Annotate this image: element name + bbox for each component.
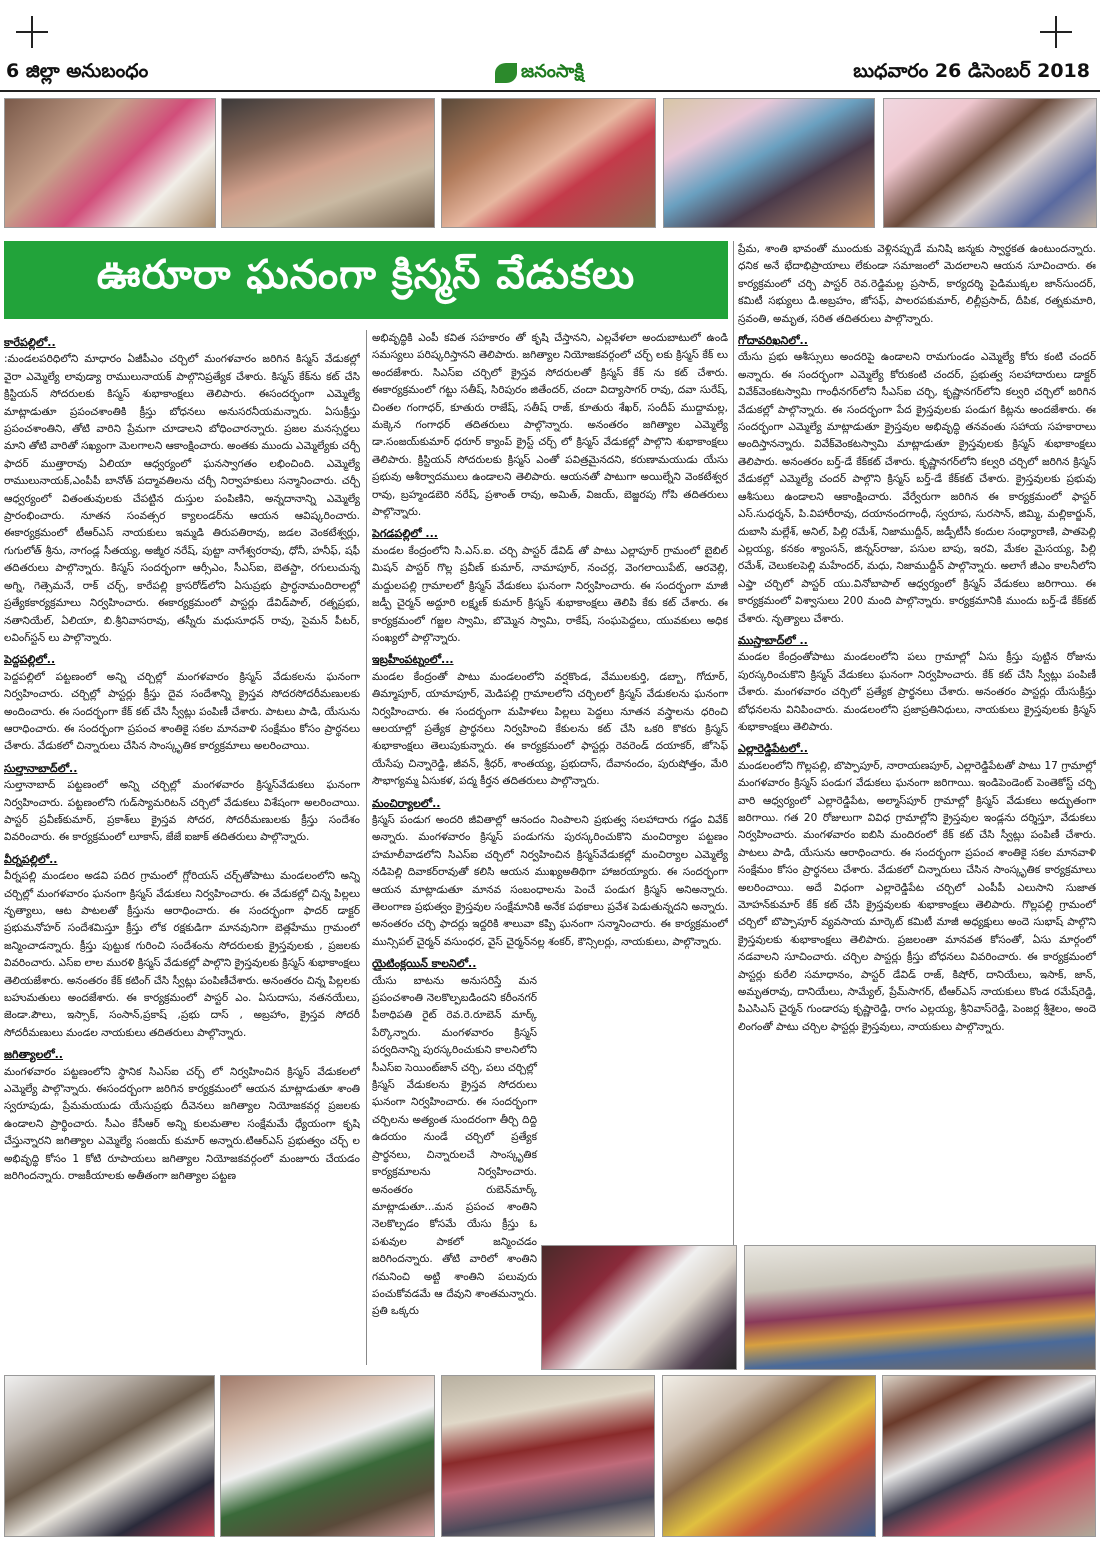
photo-top-3: [441, 98, 656, 228]
photo-top-2: [221, 98, 435, 228]
article-column-1: [4, 330, 360, 1365]
section-heading: పెద్దపల్లిలో..: [4, 653, 56, 667]
crop-mark-top-left: [16, 16, 48, 48]
photo-bottom-1: [4, 1375, 215, 1537]
photo-bottom-5: [882, 1375, 1096, 1537]
section-body: వీర్నపల్లి మండలం అడవి పదిర గ్రామంలో గ్లోరియస్ చర్చ్‌తోపాటు మండలంలోని అన్ని చర్చిల్లో మంగళవారం ఘనంగా క్రిస్మస్ వేడుకలు నిర్వహించారు. ఈ వేడుకల్లో చిన్న పిల్లలు నృత్యాలు, ఆట పాటలతో క్రీస్తును ఆరాధించారు. ఈ సందర్భంగా ఫాదర్ డాక్టర్ ప్రభుమనోహర్ సందేశమిస్తూ క్రీస్తు లోక రక్షకుడిగా మానవునిగా బెత్లహేము గ్రామంలో జన్మించాడన్నారు. క్రీస్తు పుట్టుక గురించి సందేశంను సోదరులకు క్రైస్తవులకు , ప్రజలకు వివరించారు. ఎస్ఐ లాల మురళి క్రిస్మస్ వేడుకల్లో పాల్గొని క్రైస్తవులకు క్రిస్మస్ శుభాకాంక్షలు తెలియజేశారు. అనంతరం కేక్ కటింగ్ చేసి స్వీట్లు పంపిణీచేశారు. అనంతరం చిన్న పిల్లలకు బహుమతులు అందజేశారు. ఈ కార్యక్రమంలో పాస్టర్ ఎం. ఏసుదాసు, నతనయేలు, జెండా.పౌలు, ఇస్సాక్, సంసాన్,ప్రకాష్ ,ప్రభు దాస్ , అబ్రహాం, క్రైస్తవ సోదరీ సోదరీమణులు మండల నాయకులు తదితరులు పాల్గొన్నారు.: [4, 870, 360, 1039]
section-heading: మంచిర్యాలలో..: [372, 796, 441, 810]
column-divider: [366, 330, 367, 1365]
section-body: :మండలపరిధిలోని మాధారం ఏజీపీఎం చర్చిలో మంగళవారం జరిగిన కిస్మస్ వేడుకల్లో వైరా ఎమ్మెల్యే లావుడ్యా రాములునాయక్ పాల్గొనిప్రత్యేక చేశారు. కిస్మస్ కేక్‌ను కట్ చేసి క్రిస్టియన్ సోదరులకు కిస్మస్ శుభాకాంక్షలు తెలిపారు. ఈసందర్భంగా ఎమ్మెల్యే మాట్లాడుతూ ప్రపంచశాంతికి క్రీస్తు బోధనలు అనుసరనీయమన్నారు. ఏసుక్రీస్తు ప్రపంచశాంతిని, తోటి వారిని ప్రేమగా చూడాలని బోధించారన్నారు. ప్రజల మనస్సర్థలు మాని తోటి వారితో సఖ్యంగా మెలగాలని ఆకాంక్షించారు. అంతకు ముందు ఎమ్మెల్యేకు చర్చీ ఫాదర్ ముత్తారావు ఏలియా ఆధ్వర్యంలో ఘనస్వాగతం లభించింది. ఎమ్మెల్యే రాములునాయక్,ఎంపీపీ బానోత్ పద్మావతిలను చర్చీ నిర్వాహకులు సన్మానించారు. చర్చీ ఆధ్వర్యంలో వితంతువులకు చేపట్టిన దుస్తుల పంపిణిని, అన్నదానాన్ని ఎమ్మెల్యే ప్రారంభించారు. నూతన సంవత్సర క్యాలండర్‌ను ఆయన ఆవిష్కరించారు. ఈకార్యక్రమంలో టీఆర్ఎస్ నాయకులు ఇమ్మడి తిరుపతిరావు, జడల వెంకటేశ్వర్లు, గుగులోత్ శ్రీను, నాగండ్ల సీతయ్య, అజ్మీర నరేష్, పుట్టా నాగేశ్వరరావు, ధోనీ, హనీఫ్, షఫీ తదితరులు పాల్గొన్నారు. కిస్మస్ సందర్భంగా ఆర్సీఎం, సీఎస్ఐ, బెతస్టా, రగులుచున్న అగ్ని, గెత్సెమనే, రాక్ చర్చ్, కారేపల్లి క్రాసరోడ్‌లోని ఏసుప్రభు ప్రార్ధనామందిరాలల్లో ప్రత్యేకకార్యక్రమాలు నిర్వహించారు. ఈకార్యక్రమంలో పాస్టర్లు డేవిడ్‌పాల్, రత్నప్రభు, నతానియేల్, ఏలియా, బి.శ్రీనివాసరావు, తస్నీరు మధుసూధన్ రావు, సైమన్ పీటర్, లవింగ్‌స్టన్ లు పాల్గొన్నారు.: [4, 353, 360, 644]
column-divider: [733, 241, 734, 1365]
section-body: అభివృద్ధికి ఎంపీ కవిత సహకారం తో కృషి చేస్తానని, ఎల్లవేళలా అందుబాటులో ఉండి సమస్యలు పరిష్కరిస్తానని తెలిపారు. జగిత్యాల నియోజకవర్గంలో చర్చ్ లకు క్రిస్మస్ కేక్ లు అందజేశారు. సిఎస్ఐ చర్చిలో క్రైస్తవ సోదరులతో క్రిస్మస్ కేక్ ను కట్ చేశారు. ఈకార్యక్రమంలో గట్టు సతీష్, సిరిపురం జితేందర్, చందా విద్యాసాగర్ రావు, దవా సురేష్, చింతల గంగాధర్, కూతురు రాజేష్, సతీష్ రాజ్, కూతురు శేఖర్, సందీప్ ముద్దామల్ల, మక్కెన గంగాధర్ తదితరులు పాల్గొన్నారు. అనంతరం జగిత్యాల ఎమ్మెల్యే డా.సంజయ్‌కుమార్ ధరూర్ క్యాంప్ క్రైస్ట్ చర్చ్ లో క్రిస్మస్ వేడుకల్లో పాల్గొని శుభాకాంక్షలు తెలిపారు. క్రిస్టియన్ సోదరులకు క్రిస్మస్ ఎంతో పవిత్రమైనదని, కరుణామయుడు యేసు ప్రభువు ఆశీర్వాదములు ఉండాలని తెలిపారు. ఆయనతో పాటుగా అయిల్నేని వెంకటేశ్వర రావు, బ్రహ్మండబెరి నరేష్, ప్రశాంత్ రావు, అమిత్, విజయ్, బెజ్జరపు గోపి తదితరులు పాల్గొన్నారు.: [372, 332, 728, 519]
section-body: క్రిస్మస్ పండుగ అందరి జీవితాల్లో ఆనందం నింపాలని ప్రభుత్వ సలహాదారు గడ్డం వివేక్ అన్నారు. మంగళవారం క్రిస్మస్ పండుగను పురస్కరించుకొని మంచిర్యాల పట్టణం హమాలీవాడలోని సిఎస్ఐ చర్చిలో నిర్వహించిన క్రిస్మస్‌వేడుకల్లో మంచిర్యాల ఎమ్మెల్యే నడిపెల్లి దివాకర్‌రావుతో కలిసి ఆయన ముఖ్యఅతిథిగా హాజరయ్యారు. ఈ సందర్భంగా ఆయన మాట్లాడుతూ మానవ సంబంధాలను పెంచే పండుగ క్రిస్మస్ అనిఅన్నారు. తెలంగాణ ప్రభుత్వం క్రైస్తవుల సంక్షేమానికి అనేక పథకాలు ప్రవేశ పెడుతున్నదని అన్నారు. అనంతరం చర్చి ఫాదర్లు ఇద్దరికి శాలువా కప్పి ఘనంగా సన్మానించారు. ఈ కార్యక్రమంలో మున్సిపల్ చైర్మన్ వసుంధర, వైస్ చైర్మన్‌నల్ల శంకర్, కౌన్సిలర్లు, నాయకులు, పాల్గొన్నారు.: [372, 813, 728, 948]
page-label: 6 జిల్లా అనుబంధం: [6, 60, 149, 82]
section-heading: సుల్తానాబాద్‌లో..: [4, 761, 78, 775]
section-heading: పెగడపల్లిలో ...: [372, 527, 438, 541]
section-heading: కారేపల్లిలో..: [4, 336, 56, 349]
section-body: మండలంలోని గొల్లపల్లి, బొప్పాపూర్, నారాయణపూర్, ఎల్లారెడ్డిపేటతో పాటు 17 గ్రామాల్లో మంగళవారం క్రిస్మస్ పండుగ వేడుకలు ఘనంగా జరిగాయి. ఇండిపెండెంట్ పెంతెకోస్ట్ చర్చి వారి ఆధ్వర్యంలో ఎల్లారెడ్డిపేట, అల్మాస్‌పూర్ గ్రామాల్లో క్రిస్మస్ వేడుకలు అద్భుతంగా జరిగాయి. గత 20 రోజులుగా వివిధ గ్రామాల్లోని క్రైస్తవుల ఇండ్లను దర్శిస్తూ, వేడుకలు నిర్వహించారు. మంగళవారం ఐబిసి మందిరంలో కేక్ కట్ చేసి స్వీట్లు పంపిణీ చేశారు. పాటలు పాడి, యేసును ఆరాధించారు. ఈ సందర్భంగా ప్రపంచ శాంతికై సకల మానవాళి సంక్షేమం కోసం ప్రార్థనలు చేశారు. వేడుకలో చిన్నారులు చేసిన సాంస్కృతిక కార్యక్రమాలు అలరించాయి. అదే విధంగా ఎల్లారెడ్డిపేట చర్చిలో ఎంపీపీ ఎలుసాని సుజాత మోహన్‌కుమార్ కేక్ కట్ చేసి క్రైస్తవులకు శుభాకాంక్షలు తెలిపారు. గొల్లపల్లి గ్రామంలో చర్చిలో బొప్పాపూర్ వ్యవసాయ మార్కెట్ కమిటీ మాజీ అధ్యక్షులు అందె సుభాష్ పాల్గొని క్రైస్తవులకు శుభాకాంక్షలు తెలిపారు. ప్రజలంతా మానవత కోసంతో, ఏసు మార్గంలో నడవాలని సూచించారు. చర్చిల పాస్టర్లు క్రీస్తు బోధనలు వివరించారు. ఈ కార్యక్రమంలో పాస్టర్లు కురేలి సమాధానం, పాస్టర్ డేవిడ్ రాజ్, కిషోర్, దానియేలు, ఇసాక్, జాన్, అమృతరావు, దానియేలు, సామ్యేల్, ప్రేమ్‌సాగర్, టీఆర్ఎస్ నాయకులు కొండ రమేష్‌రెడ్డి, పిఎసిఎస్ చైర్మన్ గుండారపు కృష్ణారెడ్డి, రాగం ఎల్లయ్య, శ్రీనివాస్‌రెడ్డి, పెంజర్ల శ్రీశైలం, అందె లింగంతో పాటు చర్చిల ఫాస్టర్లు క్రైస్తవులు, నాయకులు పాల్గొన్నారు.: [738, 759, 1096, 1033]
section-body: పెద్దపల్లిలో పట్టణంలో అన్ని చర్చిల్లో మంగళవారం క్రిస్మస్ వేడుకలను ఘనంగా నిర్వహించారు. చర్చిల్లో పాస్టర్లు క్రీస్తు దైవ సందేశాన్ని క్రైస్తవ సోదరసోదరీమణులకు అందించారు. ఈ సందర్భంగా కేక్ కట్ చేసి స్వీట్లు పంపిణీ చేశారు. పాటలు పాడి, యేసును ఆరాధించారు. ఈ సందర్భంగా ప్రపంచ శాంతికై సకల మానవాళి సంక్షేమం కోసం ప్రార్థనలు చేశారు. వేడుకలో చిన్నారులు చేసిన సాంస్కృతిక కార్యక్రమాలు అలరించాయి.: [4, 670, 360, 753]
masthead-logo: [495, 58, 635, 88]
headline-banner: ఊరూరా ఘనంగా క్రిస్మస్ వేడుకలు: [4, 241, 728, 319]
crop-mark-top-right: [1040, 16, 1072, 48]
article-column-2: [372, 330, 728, 1365]
section-body: మండల కేంద్రంతో పాటు మండలంలోని వర్షకొండ, వేములకుర్తి, డబ్బా, గోదూర్, తిమ్మాపూర్, యామాపూర్, మెడిపల్లి గ్రామాలలోని చర్చిలలో క్రిస్మస్ వేడుకలను ఘనంగా నిర్వహించారు. ఈ సందర్భంగా మహిళలు పిల్లలు పెద్దలు నూతన వస్త్రాలను ధరించి ఆలయాల్లో ప్రత్యేక ప్రార్థనలు నిర్వహించి కేకులను కట్ చేసి ఒకరి కొకరు క్రిస్మస్ శుభాకాంక్షలు తెలుపుకున్నారు. ఈ కార్యక్రమంలో ఫాస్టర్లు రెవరెండ్ దయాకర్, జోసెఫ్ యేసేపు చిన్నారెడ్డి, జీవన్, శ్రీధర్, శాంతయ్య, ప్రభుదాస్, దేవానందం, పురుషోత్తం, మేరి సౌభాగ్యమ్మ ఏసుకళ, పద్మ కీర్తన తదితరులు పాల్గొన్నారు.: [372, 670, 728, 788]
article-column-3: [738, 241, 1096, 1365]
photo-middle-crowd: [744, 1245, 1096, 1370]
photo-bottom-3: [441, 1375, 655, 1537]
photo-top-1: [4, 98, 216, 228]
section-heading: జగిత్యాలలో..: [4, 1048, 63, 1062]
section-body: మండల కేంద్రంలోని సి.ఎస్.ఐ. చర్చి పాస్టర్ డేవిడ్ తో పాటు ఎల్లాపూర్ గ్రామంలో బైబిల్ మిషన్ పాస్టర్ గొల్ల ప్రవీణ్ కుమార్, నామాపూర్, నంచర్ల, వెంగలాయిపేట్, ఆరవెల్లి, మద్దులపల్లి గ్రామాలలో క్రిస్మస్ వేడుకలు ఘనంగా నిర్వహించారు. ఈ సందర్భంగా మాజీ జడ్పీ చైర్మన్ అద్దూరి లక్ష్మణ్ కుమార్ క్రిస్మస్ శుభాకాంక్షలు తెలిపి కేకు కట్ చేశారు. ఈ కార్యక్రమంలో గజ్జల స్వామి, బొమ్మెన స్వామి, రాకేష్, సంఘపెద్దలు, యువకులు అధిక సంఖ్యలో పాల్గొన్నారు.: [372, 544, 728, 644]
section-body: మంగళవారం పట్టణంలోని స్థానిక సిఎస్ఐ చర్చ్ లో నిర్వహించిన క్రిస్మస్ వేడుకలలో ఎమ్మెల్యే పాల్గొన్నారు. ఈసందర్బంగా జరిగిన కార్యక్రమంలో ఆయన మాట్లాడుతూ శాంతి స్వరూపుడు, ప్రేమమయుడు యేసుప్రభు దీవెనలు జగిత్యాల నియోజకవర్గ ప్రజలకు ఉండాలని ప్రార్థించారు. సీఎం కేసీఆర్ అన్ని కులమతాల సంక్షేమమే ధ్యేయంగా కృషి చేస్తున్నారని జగిత్యాల ఎమ్మెల్యే సంజయ్ కుమార్ అన్నారు.టిఆర్ఎస్ ప్రభుత్వం చర్చ్ ల అభివృద్ధి కోసం 1 కోటి రూపాయలు జగిత్యాల నియోజకవర్గంలో మంజూరు చేయడం జరిగిందన్నారు. రాజకీయాలకు అతీతంగా జగిత్యాల పట్టణ: [4, 1065, 360, 1183]
section-heading: గోదావరిఖనిలో..: [738, 334, 808, 348]
logo-text: జనంసాక్షి: [521, 61, 584, 82]
photo-top-4: [663, 98, 875, 228]
photo-top-5: [883, 98, 1097, 228]
yaitinclin-block: [372, 973, 537, 1321]
section-body: ప్రేమ, శాంతి భావంతో ముందుకు వెళ్లినప్పుడే మనిషి జన్మకు స్వార్థకత ఉంటుందన్నారు. ధనిక అనే భేదాభిప్రాయాలు లేకుండా సమాజంలో మెదలాలని ఆయన సూచించారు. ఈ కార్యక్రమంలో చర్చి పాస్టర్ రెవ.రెడ్డిమల్ల ప్రసాద్, కార్యదర్శి పైడిముక్కల జాన్‌సుందర్, కమిటీ సభ్యులు డి.అబ్రహం, జోసఫ్, పాలరపకుమార్, లిల్లీప్రసాద్, దీపిక, రత్నకుమారి, స్రవంతి, అమృత, సరిత తదితరులు పాల్గొన్నారు.: [738, 243, 1096, 325]
section-body: మండల కేంద్రంతోపాటు మండలంలోని పలు గ్రామాల్లో ఏసు క్రీస్తు పుట్టిన రోజును పురస్కరించుకొని క్రిస్మస్ వేడుకలు ఘనంగా నిర్వహించారు. కేక్ కట్ చేసి స్వీట్లు పంపిణీ చేశారు. మంగళవారం చర్చిలో ప్రత్యేక ప్రార్థనలు చేశారు. అనంతరం పాస్టర్లు యేసుక్రీస్తు బోధనలను వినిపించారు. మండలంలోని ప్రజాప్రతినిధులు, నాయకులు క్రైస్తవులకు క్రిస్మస్ శుభాకాంక్షలు తెలిపారు.: [738, 651, 1096, 733]
photo-bottom-4: [662, 1375, 876, 1537]
photo-middle-leaders: [541, 1245, 737, 1370]
page-header: [0, 58, 1100, 92]
issue-date: బుధవారం 26 డిసెంబర్ 2018: [853, 60, 1090, 82]
photo-bottom-2: [220, 1375, 435, 1537]
header-rule: [0, 90, 1100, 92]
section-body: యేసు బాటను అనుసరిస్తే మన ప్రపంచశాంతి నెలకొల్పబడిందని కరీంనగర్ పీఠాధిపతి రైట్ రెవ.రె.రూబెన్ మార్క్ పేర్కొన్నారు. మంగళవారం క్రిస్మస్ పర్వదినాన్ని పురస్కరించుకుని కాలనిలోని సీఎస్ఐ సెయింట్‌జాన్ చర్చి, పలు చర్చిల్లో క్రిస్మస్ వేడుకలను క్రైస్తవ సోదరులు ఘనంగా నిర్వహించారు. ఈ సందర్భంగా చర్చిలను అత్యంత సుందరంగా తీర్చి దిద్ది ఉదయం నుండే చర్చిలో ప్రత్యేక ప్రార్థనలు, చిన్నారులచే సాంస్కృతిక కార్యక్రమాలను నిర్వహించారు. అనంతరం రుబెన్‌మార్క్ మాట్లాడుతూ...మన ప్రపంచ శాంతిని నెలకొల్పడం కోసమే యేసు క్రీస్తు ఓ పశువుల పాకలో జన్మించడం జరిగిందన్నారు. తోటి వారిలో శాంతిని గమనించి అట్టి శాంతిని పలువురు పంచుకోవడమే ఆ దేవుని శాంతమన్నారు. ప్రతి ఒక్కరు: [372, 974, 537, 1318]
leaf-logo-icon: [495, 63, 517, 83]
section-body: సుల్తానాబాద్ పట్టణంలో అన్ని చర్చిల్లో మంగళవారం క్రిస్మస్‌వేడుకలు ఘనంగా నిర్వహించారు. పట్టణంలోని గుడ్‌స్యామరిటన్ చర్చిలో వేడుకలు విశేషంగా అలరించాయి. పాస్టర్ ప్రవీణ్‌కుమార్, ప్రకాశ్‌లు క్రైస్తవ సోదర, సోదరీమణులకు క్రీస్తు సందేశం వివరించారు. ఈ కార్యక్రమంలో లూకాస్, జేజే ఐజాక్ తదితరులు పాల్గొన్నారు.: [4, 779, 360, 844]
section-heading: వీర్నపల్లిలో..: [4, 852, 58, 866]
section-heading: యైటింక్లయిన్ కాలనిలో..: [372, 957, 477, 971]
section-heading: ఇబ్రహీంపట్నంలో...: [372, 653, 454, 667]
section-heading: ఎల్లారెడ్డిపేటలో..: [738, 742, 808, 756]
section-body: యేసు ప్రభు ఆశీస్సులు అందరిపై ఉండాలని రామగుండం ఎమ్మెల్యే కోరు కంటి చందర్ అన్నారు. ఈ సందర్భంగా ఎమ్మెల్యే కోరుకంటి చందర్, ప్రభుత్వ సలహాదారులు డాక్టర్ వివేక్‌వెంకటస్వామి గాంధీనగర్‌లోని సీఎస్ఐ చర్చి, కృష్ణానగర్‌లోని కల్వరి చర్చిలో జరిగిన వేడుకల్లో పాల్గొన్నారు. ఈ సందర్భంగా పేద క్రైస్తవులకు పండుగ కిట్లను అందజేశారు. ఈ సందర్భంగా ఎమ్మెల్యే మాట్లాడుతూ క్రైస్తవుల అభివృద్ధి తనవంతు సహాయ సహకారాలు అందిస్తానన్నారు. వివేక్‌వెంకటస్వామి మాట్లాడుతూ క్రైస్తవులకు క్రిస్మస్ శుభాకాంక్షలు తెలిపారు. అనంతరం బర్త్-డే కేక్‌కట్ చేశారు. కృష్ణానగర్‌లోని కల్వరి చర్చిలో జరిగిన క్రిస్మస్ వేడుకల్లో ఎమ్మెల్యే చందర్ పాల్గొని క్రిస్మస్ బర్త్-డే కేక్‌కట్ చేశారు. క్రైస్తవులకు ప్రభువు ఆశీసులు ఉండాలని ఆకాంక్షించారు. వేర్వేరుగా జరిగిన ఈ కార్యక్రమంలో ఫాస్టర్ ఎస్.సుధర్శన్, పి.విహారీరావు, దయానందగాంధీ, స్వరూప, సురసాన్, జిమ్మి, మల్లికార్జున్, దుబాసి మల్లేశ్, అనిల్, పిల్లి రమేశ్, నిజాముద్దీన్, జడ్పీటీసీ కందుల సంధ్యారాణి, పాతపెల్లి ఎల్లయ్య, కనకం శ్యాంసన్, జిన్నస్‌రాజు, పసుల బాపు, ఇరవి, మేకల మైసయ్య, పిల్లి రమేశ్, చెలుకలపెల్లి మహేందర్, మధు, నిజాముద్దీన్ పాల్గొన్నారు. అలాగే జీఎం కాలనీలోని ఎఫ్తా చర్చిలో పాస్టర్ యు.వినోబాపాల్ ఆధ్వర్యంలో క్రిస్మస్ వేడుకలు జరిగాయి. ఈ కార్యక్రమంలో విశ్వాసులు 200 మంది పాల్గొన్నారు. కార్యక్రమానికి ముందు బర్త్-డే కేక్‌కట్ చేశారు. నృత్యాలు చేశారు.: [738, 351, 1096, 625]
section-heading: ముస్తాబాద్‌లో ..: [738, 633, 808, 647]
